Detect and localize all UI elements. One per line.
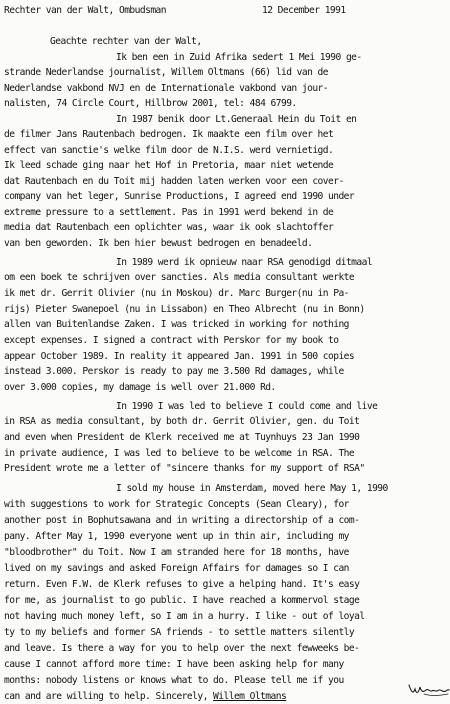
letter-line: company van het leger, Sunrise Productions, I agreed end 1990 under <box>4 191 355 202</box>
letter-line: de filmer Jans Rautenbach bedrogen. Ik maakte een film over het <box>4 129 334 140</box>
letter-line: months: nobody listens or knows what to do. Please tell me if you <box>4 675 344 686</box>
letter-line: effect van sanctie's welke film door de N.I.S. werd vernietigd. <box>4 145 334 156</box>
letter-line: "bloodbrother" du Toit. Now I am stranded here for 18 months, have <box>4 547 349 558</box>
letter-line: lived on my savings and asked Foreign Affairs for damages so I can <box>4 563 349 574</box>
letter-line: for me, as journalist to go public. I have reached a kommervol stage <box>4 595 360 606</box>
salutation: Geachte rechter van der Walt, <box>50 36 202 47</box>
letter-line: instead 3.000. Perskor is ready to pay me 3.500 Rd damages, while <box>4 366 344 377</box>
letter-line: cause I cannot afford more time: I have been asking help for many <box>4 659 344 670</box>
letter-line: with suggestions to work for Strategic Concepts (Sean Cleary), for <box>4 499 349 510</box>
letter-line: except expenses. I signed a contract with Perskor for my book to <box>4 335 339 346</box>
closing-line <box>4 692 286 702</box>
letter-line: and leave. Is there a way for you to help over the next fewweeks be- <box>4 643 360 654</box>
letter-line: dat Rautenbach en du Toit mij hadden laten werken voor een cover- <box>4 176 344 187</box>
letter-line: om een boek te schrijven over sancties. Als media consultant werkte <box>4 272 355 283</box>
letter-line: in RSA as media consultant, by both dr. Gerrit Olivier, gen. du Toit <box>4 416 360 427</box>
letter-line: van ben geworden. Ik ben hier bewust bedrogen en benadeeld. <box>4 238 313 249</box>
letter-line: not having much money left, so I am in a hurry. I like - out of loyal <box>4 611 365 622</box>
letter-line: Nederlandse vakbond NVJ en de Internationale vakbond van jour- <box>4 83 329 94</box>
letter-line: In 1989 werd ik opnieuw naar RSA genodigd ditmaal <box>116 257 373 268</box>
letter-line: extreme pressure to a settlement. Pas in 1991 werd bekend in de <box>4 207 334 218</box>
letter-line: In 1990 I was led to believe I could come and live <box>116 401 378 412</box>
letter-line: another post in Bophutsawana and in writing a directorship of a com- <box>4 515 360 526</box>
letter-line: in private audience, I was led to believe to be welcome in RSA. The <box>4 448 355 459</box>
signer-name: Willem Oltmans <box>213 691 287 702</box>
letter-line: ik met dr. Gerrit Olivier (nu in Moskou) dr. Marc Burger(nu in Pa- <box>4 288 349 299</box>
letter-line: appear October 1989. In reality it appeared Jan. 1991 in 500 copies <box>4 351 355 362</box>
letter-line: Ik leed schade ging naar het Hof in Pretoria, maar niet wetende <box>4 160 334 171</box>
letter-line: return. Even F.W. de Klerk refuses to give a helping hand. It's easy <box>4 579 360 590</box>
letter-line: over 3.000 copies, my damage is well over 21.000 Rd. <box>4 382 276 393</box>
letter-line: Ik ben een in Zuid Afrika sedert 1 Mei 1990 ge- <box>116 52 362 63</box>
handwritten-signature <box>408 681 450 699</box>
letter-line: and even when President de Klerk received me at Tuynhuys 23 Jan 1990 <box>4 432 360 443</box>
letter-line: rijs) Pieter Swanepoel (nu in Lissabon) en Theo Albrecht (nu in Bonn) <box>4 304 365 315</box>
header-addressee: Rechter van der Walt, Ombudsman <box>4 5 167 16</box>
closing-text: can and are willing to help. Sincerely, <box>4 691 214 702</box>
letter-line: media dat Rautenbach een oplichter was, waar ik ook slachtoffer <box>4 222 334 233</box>
letter-line: In 1987 benik door Lt.Generaal Hein du Toit en <box>116 114 357 125</box>
letter-line: ty to my beliefs and former SA friends - to settle matters silently <box>4 627 355 638</box>
letter-line: pany. After May 1, 1990 everyone went up in thin air, including my <box>4 531 349 542</box>
letter-line: President wrote me a letter of "sincere thanks for my support of RSA" <box>4 463 365 474</box>
letter-line: allen van Buitenlandse Zaken. I was tricked in working for nothing <box>4 319 349 330</box>
letter-line: I sold my house in Amsterdam, moved here May 1, 1990 <box>116 483 388 494</box>
letter-line: strande Nederlandse journalist, Willem Oltmans (66) lid van de <box>4 67 329 78</box>
header-date: 12 December 1991 <box>262 5 346 16</box>
letter-line: nalisten, 74 Circle Court, Hillbrow 2001, tel: 484 6799. <box>4 98 297 109</box>
